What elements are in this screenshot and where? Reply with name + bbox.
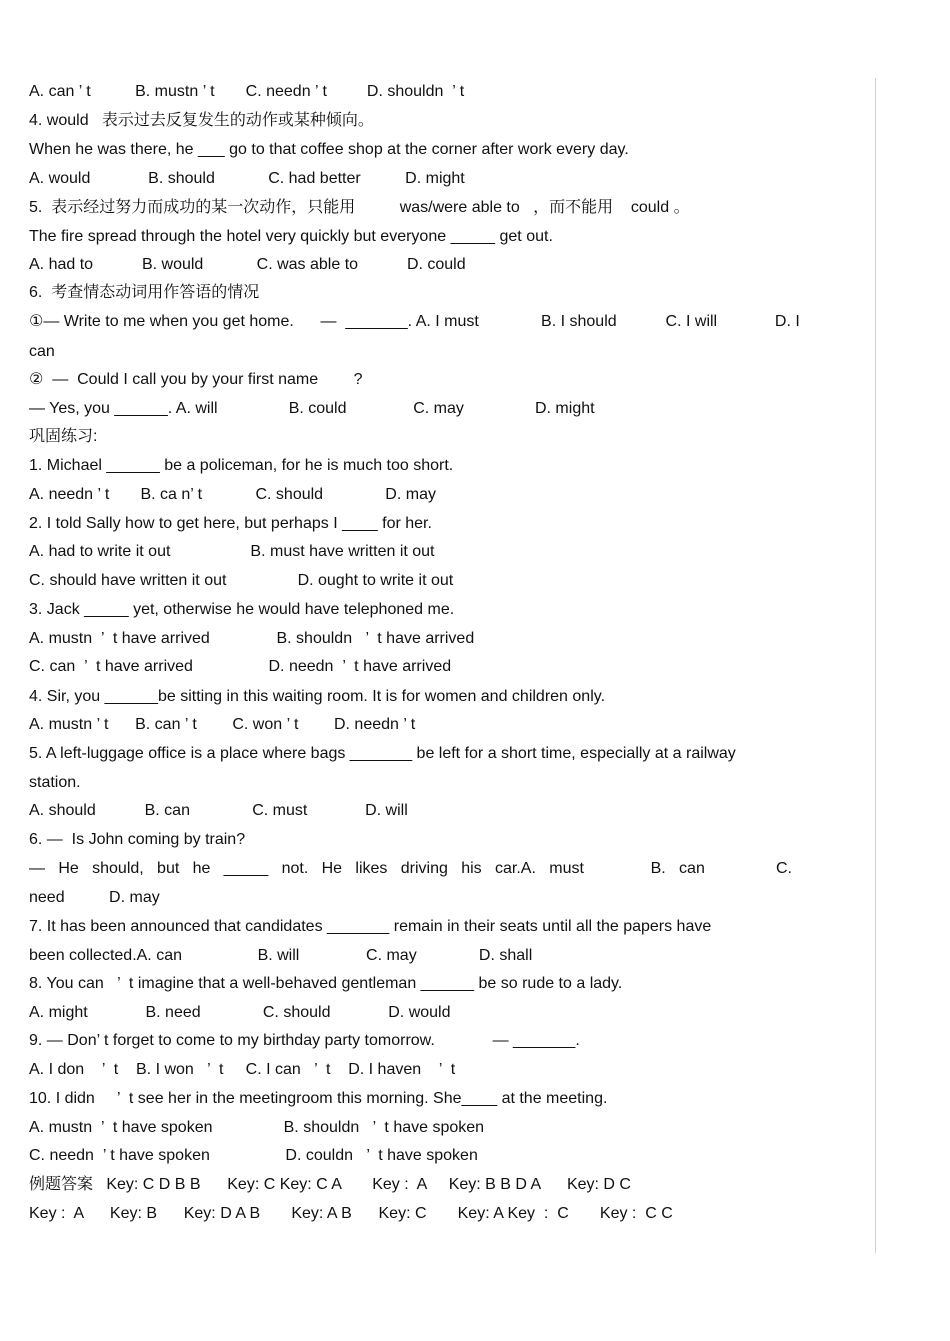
- text-line-29: need D. may: [29, 889, 160, 906]
- text-line-25: station.: [29, 774, 81, 791]
- text-line-5: 5. 表示经过努力而成功的某一次动作，只能用 was/were able to ，而不能用 could 。: [29, 199, 690, 216]
- text-line-32: 8. You can ’ t imagine that a well-behaved gentleman ______ be so rude to a lady.: [29, 975, 623, 992]
- text-line-1: A. can ’ t B. mustn ’ t C. needn ’ t D. shouldn ’ t: [29, 83, 465, 100]
- text-line-27: 6. — Is John coming by train?: [29, 831, 246, 848]
- text-line-16: 2. I told Sally how to get here, but perhaps I ____ for her.: [29, 515, 432, 532]
- text-line-3: When he was there, he ___ go to that coffee shop at the corner after work every day.: [29, 141, 629, 158]
- text-line-26: A. should B. can C. must D. will: [29, 802, 408, 819]
- text-line-36: 10. I didn ’ t see her in the meetingroom this morning. She____ at the meeting.: [29, 1090, 608, 1107]
- text-line-10: can: [29, 343, 55, 360]
- text-line-7: A. had to B. would C. was able to D. could: [29, 256, 466, 273]
- text-line-18: C. should have written it out D. ought to write it out: [29, 572, 454, 589]
- text-line-37: A. mustn ’ t have spoken B. shouldn ’ t have spoken: [29, 1119, 485, 1136]
- text-line-30: 7. It has been announced that candidates _______ remain in their seats until all the papers have: [29, 918, 712, 935]
- text-line-20: A. mustn ’ t have arrived B. shouldn ’ t have arrived: [29, 630, 475, 647]
- text-line-33: A. might B. need C. should D. would: [29, 1004, 451, 1021]
- text-line-21: C. can ’ t have arrived D. needn ’ t have arrived: [29, 658, 452, 675]
- text-line-38: C. needn ’ t have spoken D. couldn ’ t have spoken: [29, 1147, 478, 1164]
- text-line-22: 4. Sir, you ______be sitting in this waiting room. It is for women and children only.: [29, 688, 606, 705]
- text-line-40: Key : A Key: B Key: D A B Key: A B Key: C Key: A Key : C Key : C C: [29, 1205, 673, 1222]
- text-line-35: A. I don ’ t B. I won ’ t C. I can ’ t D. I haven ’ t: [29, 1061, 456, 1078]
- text-line-15: A. needn ’ t B. ca n’ t C. should D. may: [29, 486, 436, 503]
- text-line-31: been collected.A. can B. will C. may D. shall: [29, 947, 533, 964]
- text-line-11: ② — Could I call you by your first name ?: [29, 371, 363, 388]
- text-line-13: 巩固练习:: [29, 428, 98, 445]
- text-line-19: 3. Jack _____ yet, otherwise he would have telephoned me.: [29, 601, 455, 618]
- text-line-8: 6. 考查情态动词用作答语的情况: [29, 284, 260, 301]
- text-line-17: A. had to write it out B. must have written it out: [29, 543, 435, 560]
- text-line-4: A. would B. should C. had better D. might: [29, 170, 465, 187]
- text-line-2: 4. would 表示过去反复发生的动作或某种倾向。: [29, 112, 374, 129]
- text-line-9: ①— Write to me when you get home. — _______. A. I must B. I should C. I will D. I: [29, 313, 800, 330]
- text-line-28: — He should, but he _____ not. He likes driving his car.A. must B. can C.: [29, 860, 792, 877]
- text-line-39: 例题答案 Key: C D B B Key: C Key: C A Key : A Key: B B D A Key: D C: [29, 1176, 631, 1193]
- text-line-6: The fire spread through the hotel very quickly but everyone _____ get out.: [29, 228, 553, 245]
- text-line-14: 1. Michael ______ be a policeman, for he is much too short.: [29, 457, 454, 474]
- text-line-24: 5. A left-luggage office is a place where bags _______ be left for a short time, especially at a railway: [29, 745, 736, 762]
- text-line-34: 9. — Don’ t forget to come to my birthday party tomorrow. — _______.: [29, 1032, 580, 1049]
- text-line-12: — Yes, you ______. A. will B. could C. may D. might: [29, 400, 595, 417]
- text-line-23: A. mustn ’ t B. can ’ t C. won ’ t D. needn ’ t: [29, 716, 416, 733]
- right-margin-rule: [875, 78, 876, 1253]
